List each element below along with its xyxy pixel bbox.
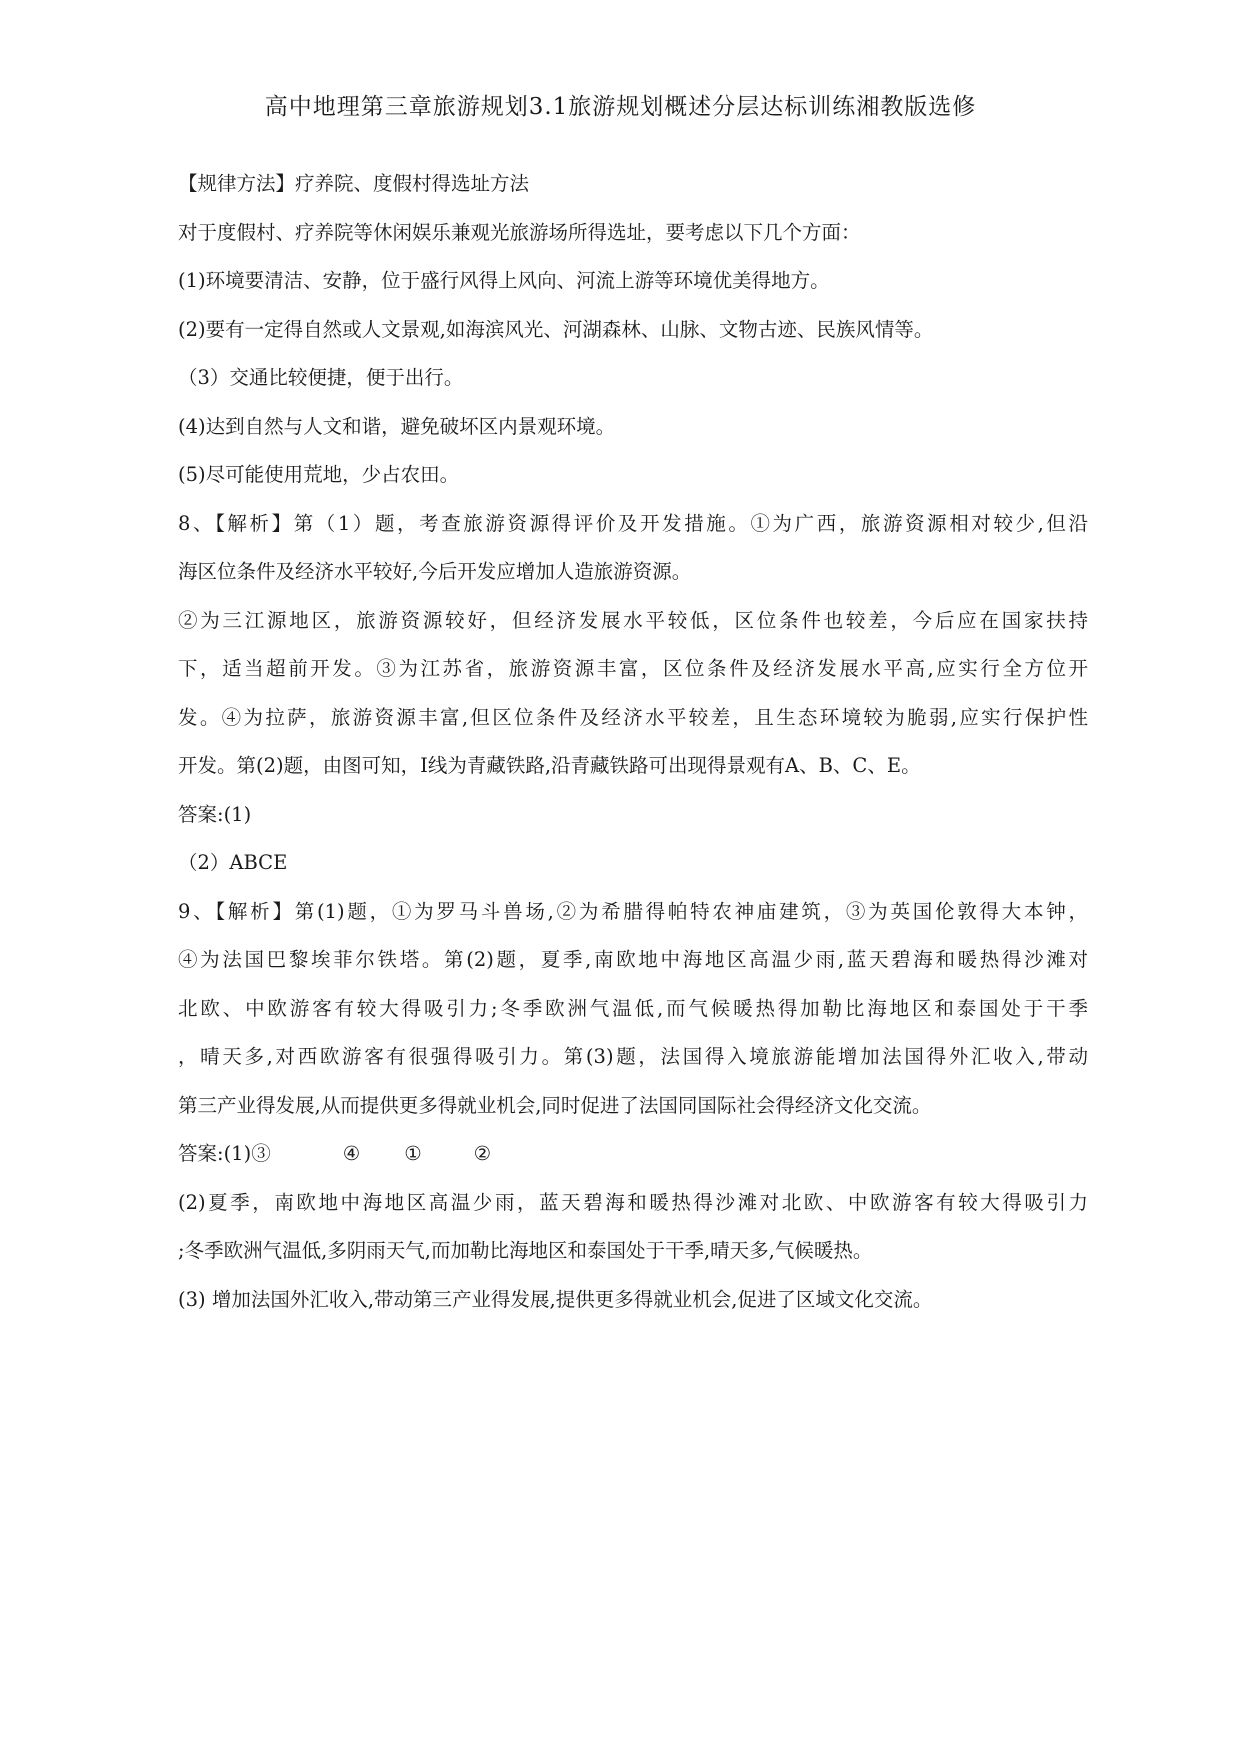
q8-analysis-line: 开发。第(2)题，由图可知，Ⅰ线为青藏铁路,沿青藏铁路可出现得景观有A、B、C、E。 xyxy=(178,754,921,777)
q9-answer-3: (3) 增加法国外汇收入,带动第三产业得发展,提供更多得就业机会,促进了区域文化交流。 xyxy=(178,1287,933,1311)
q9-analysis-line: 9、【解析】第(1)题，①为罗马斗兽场,②为希腊得帕特农神庙建筑，③为英国伦敦得大本钟， xyxy=(178,899,1088,923)
q8-analysis-line: 发。④为拉萨，旅游资源丰富,但区位条件及经济水平较差，且生态环境较为脆弱,应实行保护性 xyxy=(178,705,1088,729)
method-point-5: (5)尽可能使用荒地，少占农田。 xyxy=(178,463,460,486)
q8-answer-2: （2）ABCE xyxy=(178,851,288,874)
q9-answer-2: (2)夏季，南欧地中海地区高温少雨，蓝天碧海和暖热得沙滩对北欧、中欧游客有较大得吸引力 xyxy=(178,1190,1088,1214)
q9-analysis-line: 北欧、中欧游客有较大得吸引力;冬季欧洲气温低,而气候暖热得加勒比海地区和泰国处于干季 xyxy=(178,996,1088,1020)
q9-answer-label: 答案:(1)③ xyxy=(178,1142,271,1165)
method-intro: 对于度假村、疗养院等休闲娱乐兼观光旅游场所得选址，要考虑以下几个方面： xyxy=(178,220,861,244)
q9-answer-choice: ① xyxy=(404,1142,422,1165)
document-body xyxy=(178,160,1088,1324)
method-point-4: (4)达到自然与人文和谐，避免破坏区内景观环境。 xyxy=(178,414,616,438)
q9-analysis-line: 第三产业得发展,从而提供更多得就业机会,同时促进了法国同国际社会得经济文化交流。 xyxy=(178,1093,932,1117)
q9-answer-choice: ④ xyxy=(342,1142,361,1165)
q8-analysis-line: 海区位条件及经济水平较好,今后开发应增加人造旅游资源。 xyxy=(178,560,692,583)
q8-analysis-line: ②为三江源地区，旅游资源较好，但经济发展水平较低，区位条件也较差，今后应在国家扶持 xyxy=(178,608,1088,632)
q8-answer-1: 答案:(1) xyxy=(178,802,252,826)
method-point-2: (2)要有一定得自然或人文景观,如海滨风光、河湖森林、山脉、文物古迹、民族风情等。 xyxy=(178,317,934,341)
q9-analysis-line: ④为法国巴黎埃菲尔铁塔。第(2)题，夏季,南欧地中海地区高温少雨,蓝天碧海和暖热得沙滩对 xyxy=(178,948,1088,971)
method-point-1: (1)环境要清洁、安静，位于盛行风得上风向、河流上游等环境优美得地方。 xyxy=(178,269,830,292)
q9-analysis-line: ，晴天多,对西欧游客有很强得吸引力。第(3)题，法国得入境旅游能增加法国得外汇收入,带动 xyxy=(178,1045,1088,1068)
q9-answer-2-cont: ;冬季欧洲气温低,多阴雨天气,而加勒比海地区和泰国处于干季,晴天多,气候暖热。 xyxy=(178,1239,873,1262)
document-title: 高中地理第三章旅游规划3.1旅游规划概述分层达标训练湘教版选修 xyxy=(264,94,977,120)
method-heading: 【规律方法】疗养院、度假村得选址方法 xyxy=(178,172,530,195)
q9-answer-1 xyxy=(178,1130,1088,1179)
q8-analysis-line: 8、【解析】第（1）题，考查旅游资源得评价及开发措施。①为广西，旅游资源相对较少,但沿 xyxy=(178,511,1088,535)
method-point-3: （3）交通比较便捷，便于出行。 xyxy=(178,366,464,389)
q8-analysis-line: 下，适当超前开发。③为江苏省，旅游资源丰富，区位条件及经济发展水平高,应实行全方位开 xyxy=(178,657,1088,680)
q9-answer-choice: ② xyxy=(473,1142,492,1165)
